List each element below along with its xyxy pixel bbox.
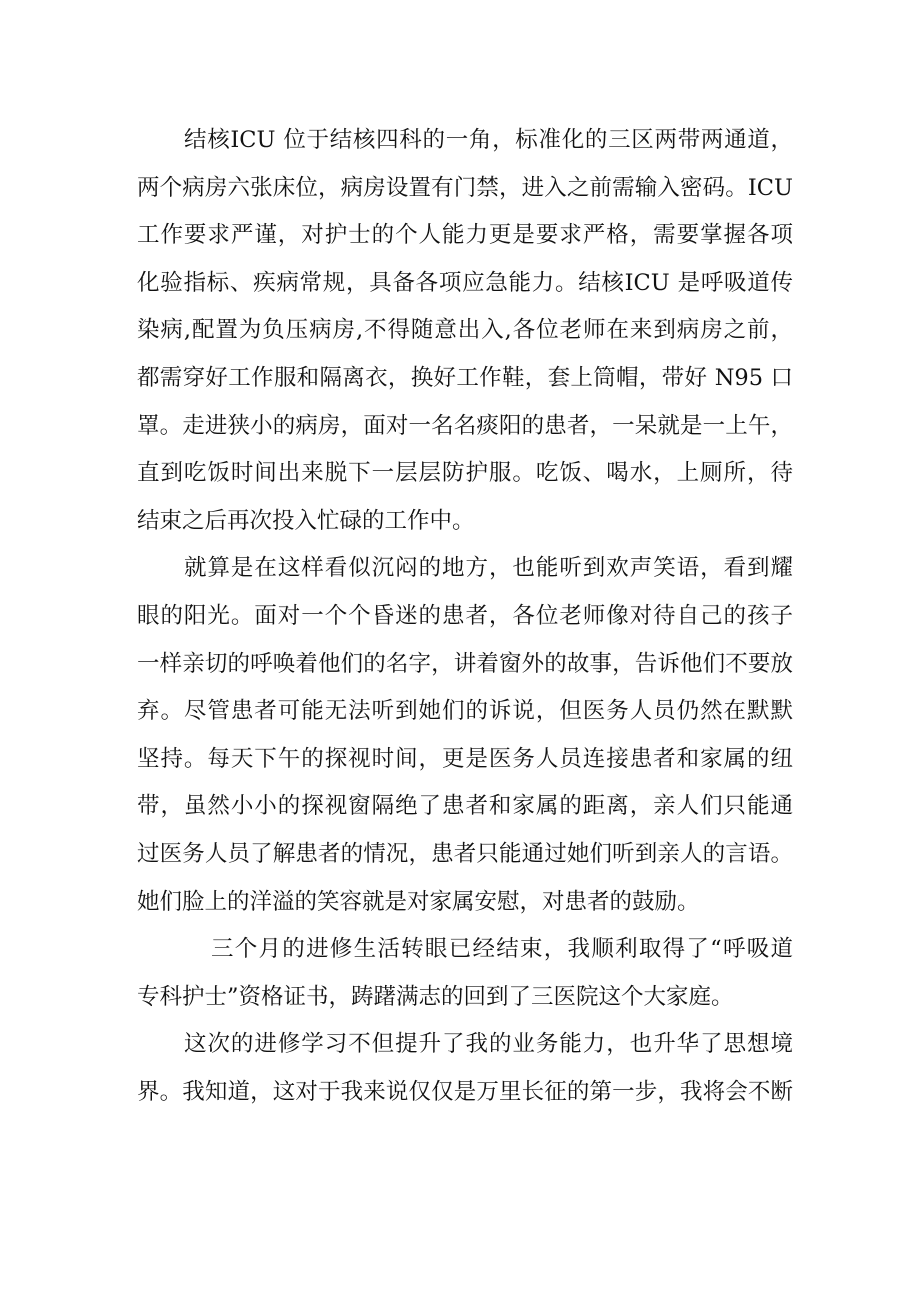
text-line: 就算是在这样看似沉闷的地方，也能听到欢声笑语，看到耀: [184, 555, 793, 582]
document-body: [137, 117, 793, 1116]
text-line: 结束之后再次投入忙碌的工作中。: [137, 507, 475, 534]
text-line: 她们脸上的洋溢的笑容就是对家属安慰，对患者的鼓励。: [137, 888, 700, 915]
paragraph-reflection: [137, 1021, 793, 1116]
paragraph-warmth: [137, 545, 793, 926]
paragraph-certificate: [137, 926, 793, 1021]
text-line: 界。我知道，这对于我来说仅仅是万里长征的第一步，我将会不断: [137, 1078, 793, 1105]
text-line: 罩。走进狭小的病房，面对一名名痰阳的患者，一呆就是一上午，: [137, 412, 793, 439]
text-line: 结核ICU 位于结核四科的一角，标准化的三区两带两通道，: [184, 127, 793, 153]
text-line: 一样亲切的呼唤着他们的名字，讲着窗外的故事，告诉他们不要放: [137, 650, 793, 677]
text-line: 这次的进修学习不但提升了我的业务能力，也升华了思想境: [184, 1031, 793, 1058]
text-line: 眼的阳光。面对一个个昏迷的患者，各位老师像对待自己的孩子: [137, 602, 793, 629]
text-line: 工作要求严谨，对护士的个人能力更是要求严格，需要掌握各项: [137, 222, 793, 249]
text-line: 坚持。每天下午的探视时间，更是医务人员连接患者和家属的纽: [137, 745, 793, 772]
text-line: 两个病房六张床位，病房设置有门禁，进入之前需输入密码。ICU: [137, 174, 793, 201]
text-line: 弃。尽管患者可能无法听到她们的诉说，但医务人员仍然在默默: [137, 698, 793, 725]
paragraph-tb-icu: [137, 117, 793, 545]
text-line: 过医务人员了解患者的情况，患者只能通过她们听到亲人的言语。: [137, 840, 793, 867]
text-line: 专科护士”资格证书，踌躇满志的回到了三医院这个大家庭。: [137, 983, 734, 1010]
text-line: 染病,配置为负压病房,不得随意出入,各位老师在来到病房之前，: [137, 317, 793, 344]
text-line: 化验指标、疾病常规，具备各项应急能力。结核ICU 是呼吸道传: [137, 269, 793, 296]
text-line: 带，虽然小小的探视窗隔绝了患者和家属的距离，亲人们只能通: [137, 793, 793, 820]
text-line: 直到吃饭时间出来脱下一层层防护服。吃饭、喝水，上厕所，待: [137, 460, 793, 487]
text-line: 三个月的进修生活转眼已经结束，我顺利取得了“呼吸道: [211, 936, 793, 963]
text-line: 都需穿好工作服和隔离衣，换好工作鞋，套上筒帽，带好 N95 口: [137, 364, 793, 391]
